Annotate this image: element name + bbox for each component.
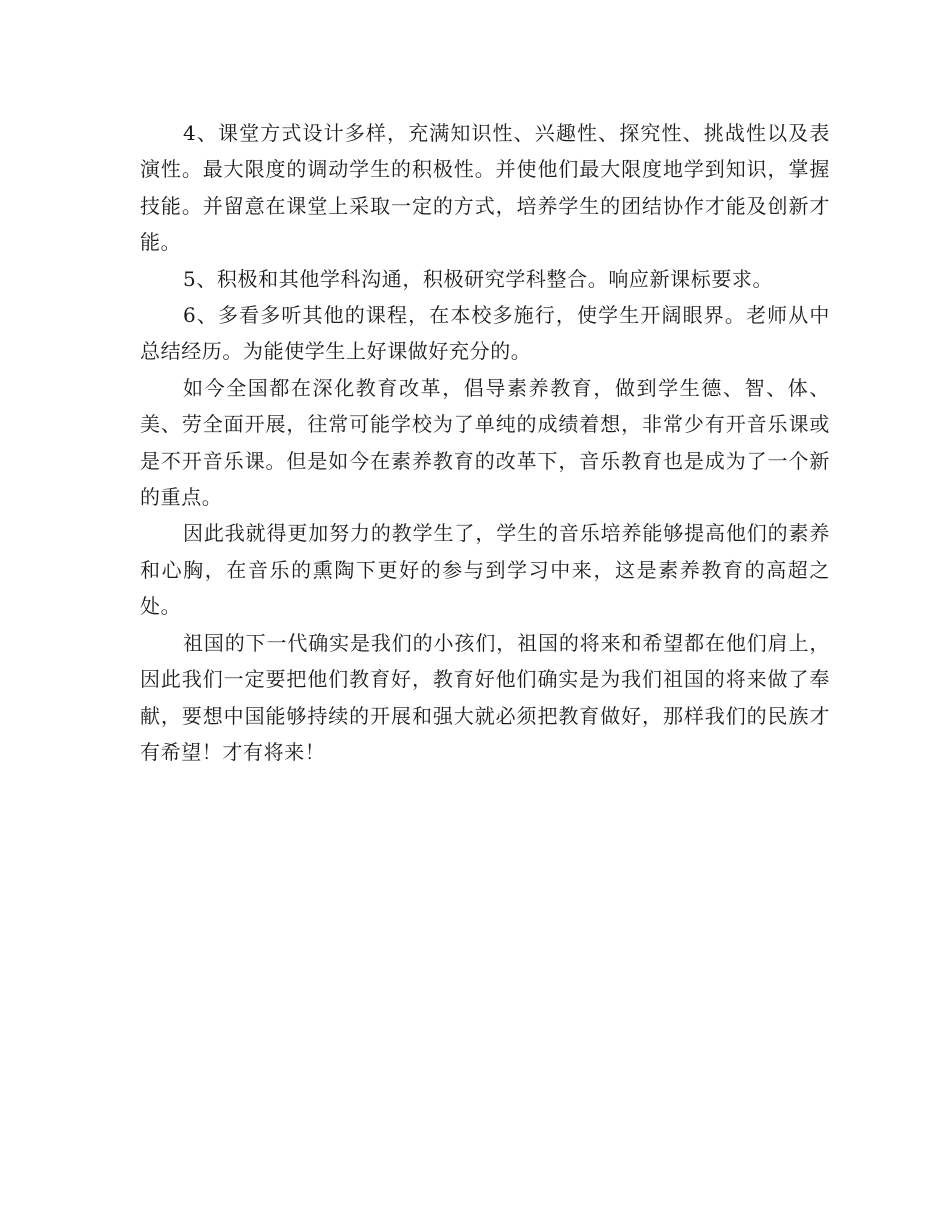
document-body [140, 115, 830, 770]
paragraph-item-5: 5、积极和其他学科沟通，积极研究学科整合。响应新课标要求。 [183, 266, 774, 291]
paragraph-teaching-effort: 因此我就得更加努力的教学生了，学生的音乐培养能够提高他们的素养和心胸，在音乐的熏陶下更好的参与到学习中来，这是素养教育的高超之处。 [140, 521, 830, 619]
paragraph-next-generation: 祖国的下一代确实是我们的小孩们，祖国的将来和希望都在他们肩上，因此我们一定要把他们教育好，教育好他们确实是为我们祖国的将来做了奉献，要想中国能够持续的开展和强大就必须把教育做好，那样我们的民族才有希望！才有将来！ [140, 630, 830, 764]
paragraph-item-6: 6、多看多听其他的课程，在本校多施行，使学生开阔眼界。老师从中总结经历。为能使学生上好课做好充分的。 [140, 303, 830, 364]
paragraph-education-reform: 如今全国都在深化教育改革，倡导素养教育，做到学生德、智、体、美、劳全面开展，往常可能学校为了单纯的成绩着想，非常少有开音乐课或是不开音乐课。但是如今在素养教育的改革下，音乐教育也是成为了一个新的重点。 [140, 375, 830, 510]
paragraph-item-4: 4、课堂方式设计多样，充满知识性、兴趣性、探究性、挑战性以及表演性。最大限度的调动学生的积极性。并使他们最大限度地学到知识，掌握技能。并留意在课堂上采取一定的方式，培养学生的团结协作才能及创新才能。 [140, 121, 830, 255]
